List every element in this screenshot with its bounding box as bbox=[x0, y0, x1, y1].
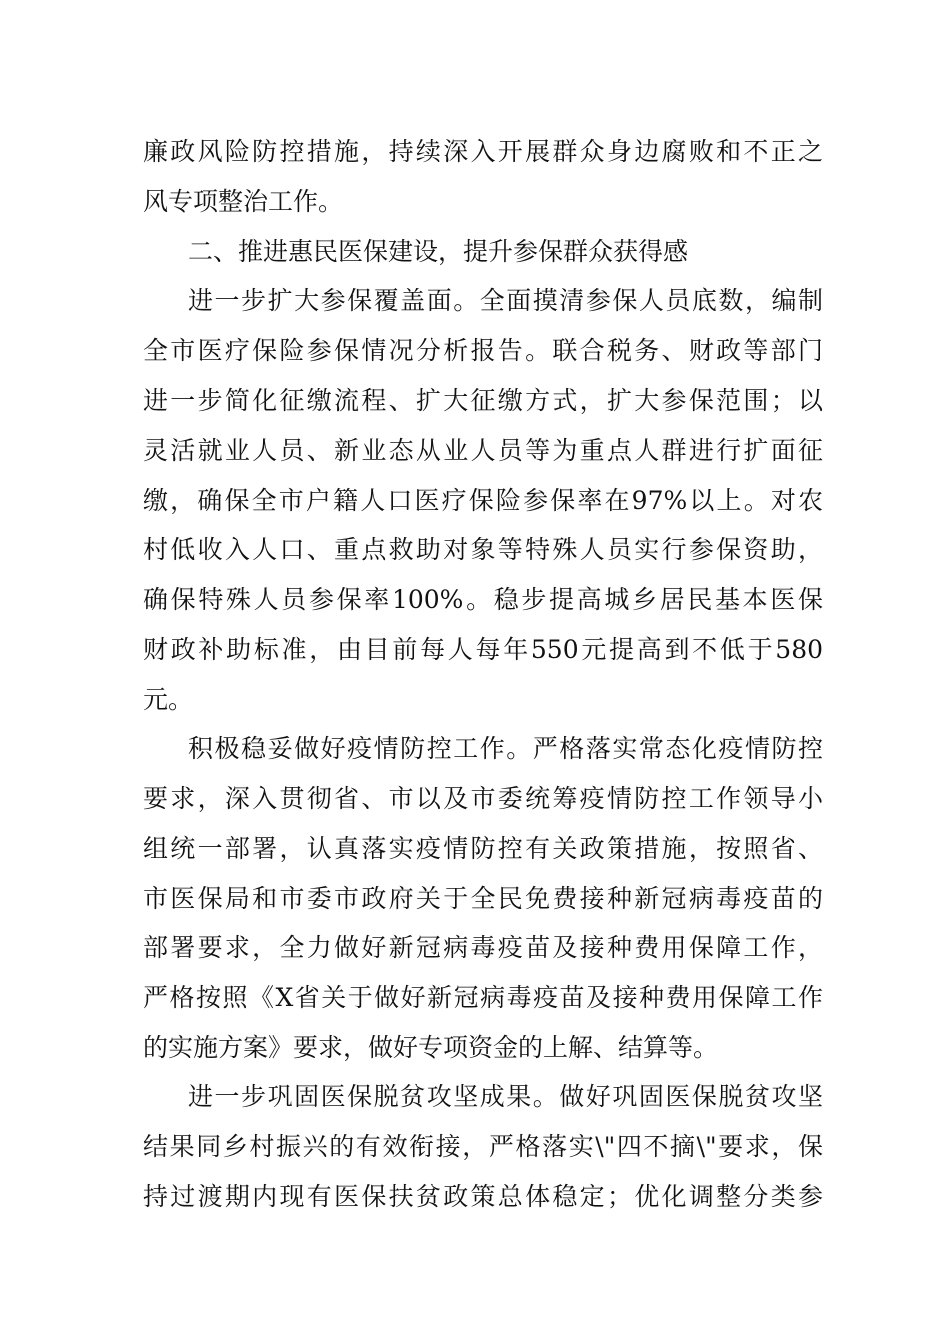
text-line: 的实施方案》要求，做好专项资金的上解、结算等。 bbox=[143, 1033, 719, 1062]
text-line: 组统一部署，认真落实疫情防控有关政策措施，按照省、 bbox=[143, 834, 823, 863]
text-line: 部署要求，全力做好新冠病毒疫苗及接种费用保障工作， bbox=[143, 933, 823, 962]
text-line: 进一步简化征缴流程、扩大征缴方式，扩大参保范围；以 bbox=[143, 386, 823, 415]
text-line: 进一步扩大参保覆盖面。全面摸清参保人员底数，编制 bbox=[188, 286, 823, 315]
text-line: 持过渡期内现有医保扶贫政策总体稳定；优化调整分类参 bbox=[143, 1182, 823, 1211]
text-line: 全市医疗保险参保情况分析报告。联合税务、财政等部门 bbox=[143, 336, 823, 365]
text-line: 村低收入人口、重点救助对象等特殊人员实行参保资助， bbox=[143, 535, 823, 564]
text-line: 财政补助标准，由目前每人每年550元提高到不低于580 bbox=[143, 635, 823, 664]
text-line: 严格按照《X省关于做好新冠病毒疫苗及接种费用保障工作 bbox=[143, 983, 823, 1012]
text-line: 积极稳妥做好疫情防控工作。严格落实常态化疫情防控 bbox=[188, 734, 823, 763]
section-heading: 二、推进惠民医保建设，提升参保群众获得感 bbox=[188, 237, 689, 266]
text-line: 元。 bbox=[143, 685, 194, 714]
text-line: 廉政风险防控措施，持续深入开展群众身边腐败和不正之 bbox=[143, 137, 823, 166]
text-line: 进一步巩固医保脱贫攻坚成果。做好巩固医保脱贫攻坚 bbox=[188, 1082, 823, 1111]
text-line: 风专项整治工作。 bbox=[143, 187, 344, 216]
text-line: 结果同乡村振兴的有效衔接，严格落实\"四不摘\"要求，保 bbox=[143, 1132, 823, 1161]
text-line: 缴，确保全市户籍人口医疗保险参保率在97%以上。对农 bbox=[143, 486, 823, 515]
text-line: 灵活就业人员、新业态从业人员等为重点人群进行扩面征 bbox=[143, 436, 823, 465]
text-line: 市医保局和市委市政府关于全民免费接种新冠病毒疫苗的 bbox=[143, 884, 823, 913]
text-line: 确保特殊人员参保率100%。稳步提高城乡居民基本医保 bbox=[143, 585, 823, 614]
text-line: 要求，深入贯彻省、市以及市委统筹疫情防控工作领导小 bbox=[143, 784, 823, 813]
